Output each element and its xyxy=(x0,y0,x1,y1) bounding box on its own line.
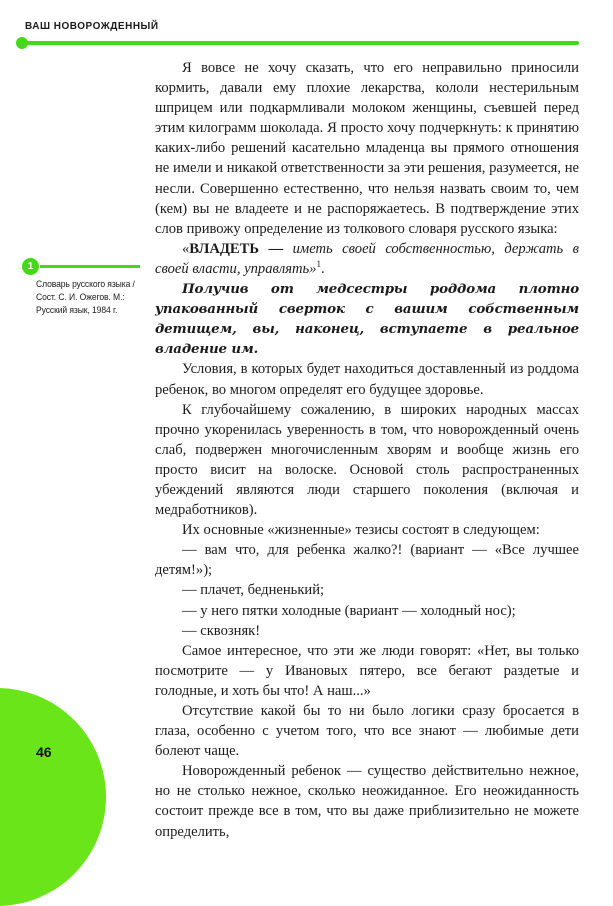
paragraph: Условия, в которых будет находиться доставленный из роддома ребенок, во многом определят его будущее здоровье. xyxy=(155,361,579,398)
definition-open-quote: « xyxy=(182,240,190,257)
paragraph: Отсутствие какой бы то ни было логики сразу бросается в глаза, особенно с учетом того, что все знают — любимые дети болеют чаще. xyxy=(155,703,579,760)
definition-dash: — xyxy=(259,240,293,257)
paragraph: Я вовсе не хочу сказать, что его неправильно приносили кормить, давали ему плохие лекарства, кололи нестерильным шприцем или подкармливали молоком женщины, съевшей перед этим килограмм шоколада. Я просто хочу подчеркнуть: к принятию каких-либо решений касательно младенца вы прямого отношения не имели и никакой ответственности за эти решения, разумеется, не несли. Совершенно естественно, что нельзя назвать своим то, чем (кем) вы не владеете и не распоряжаетесь. В подтверждение этих слов привожу определение из толкового словаря русского языка: xyxy=(155,60,579,237)
paragraph: К глубочайшему сожалению, в широких народных массах прочно укоренилась уверенность в том, что новорожденный очень слаб, подвержен многочисленным хворям и вообще жизнь его просто висит на волоске. Основой столь распространенных убеждений являются люди старшего поколения (включая и медработников). xyxy=(155,401,579,519)
footnote-reference: 1 xyxy=(316,259,321,270)
footnote-text: Словарь русского языка /Сост. С. И. Ожегов. М.: Русский язык, 1984 г. xyxy=(36,279,135,316)
lead-paragraph: Получив от медсестры роддома плотно упакованный сверток с вашим собственным детищем, вы, наконец, вступаете в реальное владение им. xyxy=(155,281,579,358)
paragraph: Самое интересное, что эти же люди говорят: «Нет, вы только посмотрите — у Ивановых пятеро, все бегают раздетые и голодные, и хоть бы что! А наш...» xyxy=(155,642,579,699)
list-item: — у него пятки холодные (вариант — холодный нос); xyxy=(182,602,516,619)
definition-body: иметь своей собственностью, держать в своей власти, управлять xyxy=(155,240,579,277)
list-item: — вам что, для ребенка жалко?! (вариант — «Все лучшее детям!»); xyxy=(155,542,579,579)
footnote-marker-badge: 1 xyxy=(22,258,39,275)
list-item: — сквозняк! xyxy=(182,622,261,639)
page-number-blob xyxy=(0,688,106,906)
footnote-rule xyxy=(40,265,140,268)
list-item: — плачет, бедненький; xyxy=(182,582,325,599)
paragraph: Их основные «жизненные» тезисы состоят в следующем: xyxy=(182,522,540,539)
page-number: 46 xyxy=(36,744,52,760)
dictionary-definition xyxy=(155,239,579,279)
running-head-title: ВАШ НОВОРОЖДЕННЫЙ xyxy=(25,20,159,32)
paragraph: Новорожденный ребенок — существо действительно нежное, но не столько нежное, сколько неожиданное. Его неожиданность состоит прежде все в том, что вы даже приблизительно не можете определить, xyxy=(155,763,579,840)
running-head-rule xyxy=(22,41,579,45)
running-head xyxy=(0,0,613,56)
body-text-column xyxy=(155,58,579,842)
definition-period: . xyxy=(320,260,325,277)
definition-close-quote: » xyxy=(309,260,317,277)
definition-term: ВЛАДЕТЬ xyxy=(189,240,260,257)
